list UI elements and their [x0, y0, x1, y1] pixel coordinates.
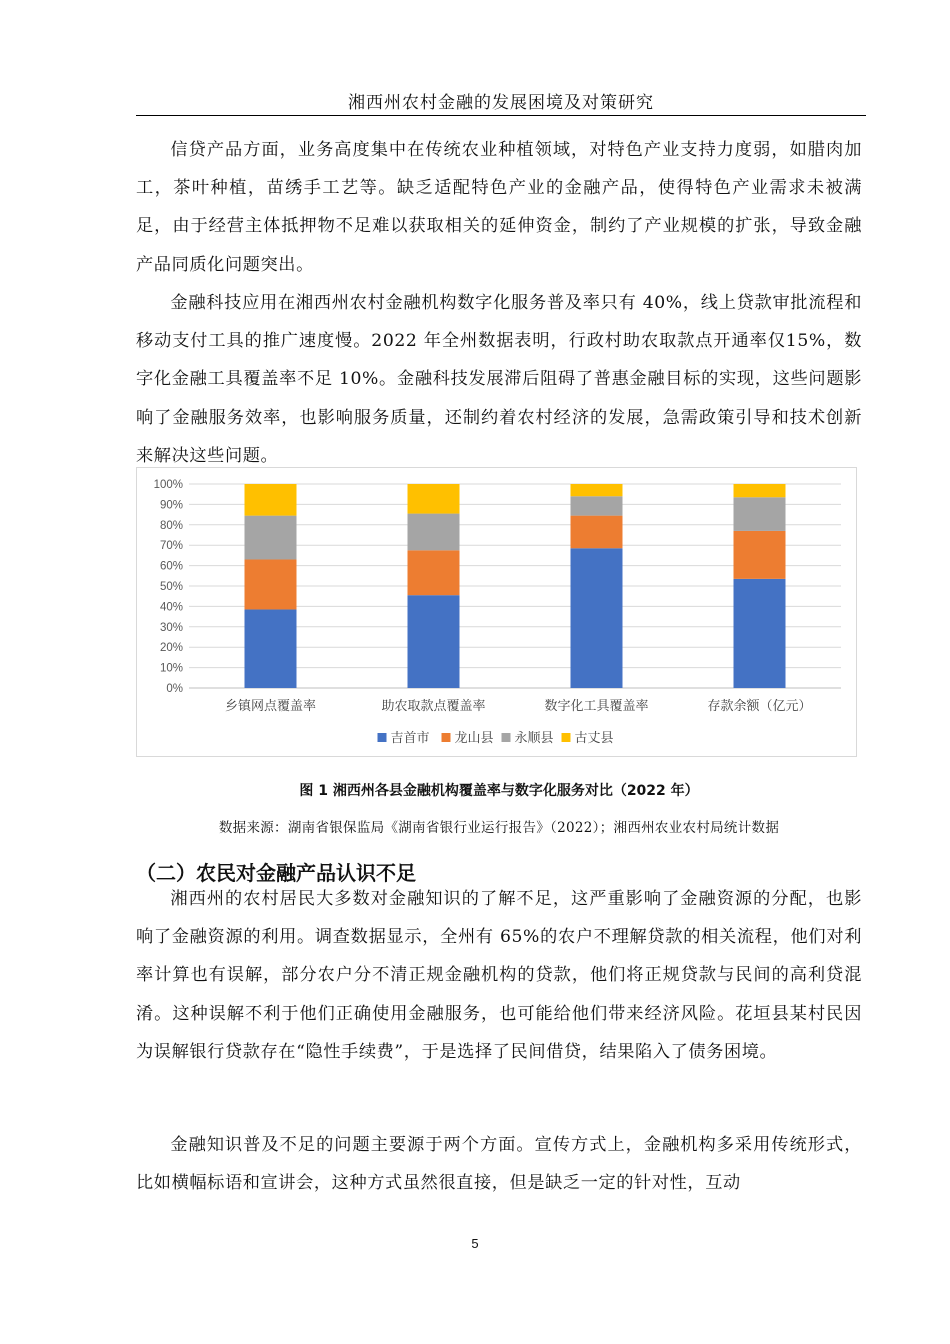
- y-tick-label: 0%: [166, 683, 183, 695]
- x-category-label: 数字化工具覆盖率: [544, 699, 649, 714]
- bar-segment: [408, 514, 460, 551]
- stacked-bar-chart: [136, 467, 857, 757]
- bar-segment: [245, 484, 297, 516]
- bar-segment: [408, 550, 460, 595]
- bar-segment: [571, 516, 623, 549]
- bar-segment: [408, 484, 460, 514]
- body-paragraph: 信贷产品方面，业务高度集中在传统农业种植领域，对特色产业支持力度弱，如腊肉加工，茶叶种植，苗绣手工艺等。缺乏适配特色产业的金融产品，使得特色产业需求未被满足，由于经营主体抵押物不足难以获取相关的延伸资金，制约了产业规模的扩张，导致金融产品同质化问题突出。: [136, 140, 862, 275]
- body-paragraph: 金融知识普及不足的问题主要源于两个方面。宣传方式上，金融机构多采用传统形式，比如横幅标语和宣讲会，这种方式虽然很直接，但是缺乏一定的针对性，互动: [136, 1135, 862, 1194]
- bar-segment: [245, 559, 297, 609]
- x-category-label: 存款余额（亿元）: [707, 699, 812, 714]
- legend-label: 古丈县: [574, 731, 614, 746]
- bar-segment: [245, 609, 297, 688]
- bar-segment: [734, 531, 786, 579]
- y-tick-label: 20%: [159, 642, 183, 655]
- body-paragraph: 湘西州的农村居民大多数对金融知识的了解不足，这严重影响了金融资源的分配，也影响了金融资源的利用。调查数据显示，全州有 65%的农户不理解贷款的相关流程，他们对利率计算也有误解，部分农户分不清正规金融机构的贷款，他们将正规贷款与民间的高利贷混淆。这种误解不利于他们正确使用金融服务，也可能给他们带来经济风险。花垣县某村民因为误解银行贷款存在“隐性手续费”，于是选择了民间借贷，结果陷入了债务困境。: [136, 889, 862, 1062]
- bar-segment: [571, 484, 623, 496]
- legend-label: 龙山县: [454, 731, 494, 746]
- bar-segment: [571, 548, 623, 688]
- body-paragraph: 金融科技应用在湘西州农村金融机构数字化服务普及率只有 40%，线上贷款审批流程和移动支付工具的推广速度慢。2022 年全州数据表明，行政村助农取款点开通率仅15%，数字化金融工具覆盖率不足 10%。金融科技发展滞后阻碍了普惠金融目标的实现，这些问题影响了金融服务效率，也影响服务质量，还制约着农村经济的发展，急需政策引导和技术创新来解决这些问题。: [136, 293, 862, 466]
- y-tick-label: 80%: [159, 519, 183, 532]
- header-rule: [136, 115, 866, 116]
- y-tick-label: 10%: [159, 662, 183, 675]
- y-tick-label: 90%: [159, 499, 183, 512]
- y-tick-label: 70%: [159, 540, 183, 553]
- bar-segment: [245, 516, 297, 560]
- legend-swatch: [442, 733, 451, 742]
- x-category-label: 助农取款点覆盖率: [381, 699, 486, 714]
- legend-swatch: [502, 733, 511, 742]
- y-tick-label: 30%: [159, 621, 183, 634]
- chart-canvas: [137, 468, 858, 758]
- y-tick-label: 60%: [159, 560, 183, 573]
- page-number: 5: [471, 1236, 479, 1251]
- legend-label: 吉首市: [390, 731, 430, 746]
- legend-swatch: [562, 733, 571, 742]
- bar-segment: [571, 496, 623, 515]
- bar-segment: [734, 579, 786, 688]
- legend-label: 永顺县: [514, 731, 554, 746]
- y-tick-label: 50%: [159, 581, 183, 593]
- legend-swatch: [378, 733, 387, 742]
- bar-segment: [408, 595, 460, 688]
- x-category-label: 乡镇网点覆盖率: [224, 699, 317, 714]
- figure-source-note: 数据来源：湖南省银保监局《湖南省银行业运行报告》（2022）；湘西州农业农村局统计数据: [218, 820, 780, 836]
- bar-segment: [734, 497, 786, 531]
- bar-segment: [734, 484, 786, 497]
- y-tick-label: 40%: [159, 601, 183, 614]
- y-tick-label: 100%: [153, 479, 183, 491]
- section-heading: （二）农民对金融产品认识不足: [136, 861, 416, 885]
- running-header-title: 湘西州农村金融的发展困境及对策研究: [348, 93, 654, 113]
- figure-caption: 图 1 湘西州各县金融机构覆盖率与数字化服务对比（2022 年）: [299, 783, 699, 799]
